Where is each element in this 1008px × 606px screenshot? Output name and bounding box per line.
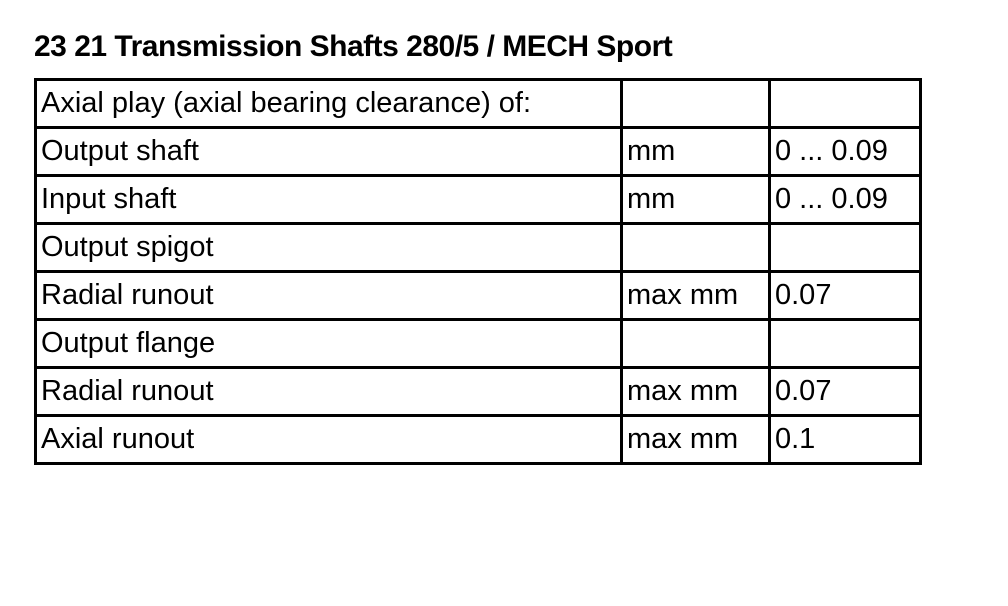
value-cell: 0 ... 0.09 [770, 176, 921, 224]
value-cell [770, 224, 921, 272]
parameter-cell: Output flange [36, 320, 622, 368]
table-row [36, 224, 921, 272]
unit-cell [622, 224, 770, 272]
parameter-cell: Axial play (axial bearing clearance) of: [36, 80, 622, 128]
document-title: 23 21 Transmission Shafts 280/5 / MECH Sport [34, 30, 673, 63]
parameter-cell: Radial runout [36, 272, 622, 320]
unit-cell: mm [622, 128, 770, 176]
table-row [36, 80, 921, 128]
parameter-cell: Input shaft [36, 176, 622, 224]
unit-cell: max mm [622, 272, 770, 320]
unit-cell: max mm [622, 368, 770, 416]
value-cell: 0.1 [770, 416, 921, 464]
value-cell [770, 80, 921, 128]
table-row [36, 272, 921, 320]
unit-cell [622, 320, 770, 368]
table-row [36, 128, 921, 176]
unit-cell: mm [622, 176, 770, 224]
specifications-table [34, 78, 922, 465]
value-cell [770, 320, 921, 368]
table-row [36, 368, 921, 416]
parameter-cell: Radial runout [36, 368, 622, 416]
table-row [36, 416, 921, 464]
value-cell: 0.07 [770, 272, 921, 320]
unit-cell: max mm [622, 416, 770, 464]
table-row [36, 320, 921, 368]
parameter-cell: Output spigot [36, 224, 622, 272]
parameter-cell: Output shaft [36, 128, 622, 176]
value-cell: 0 ... 0.09 [770, 128, 921, 176]
unit-cell [622, 80, 770, 128]
parameter-cell: Axial runout [36, 416, 622, 464]
value-cell: 0.07 [770, 368, 921, 416]
table-row [36, 176, 921, 224]
